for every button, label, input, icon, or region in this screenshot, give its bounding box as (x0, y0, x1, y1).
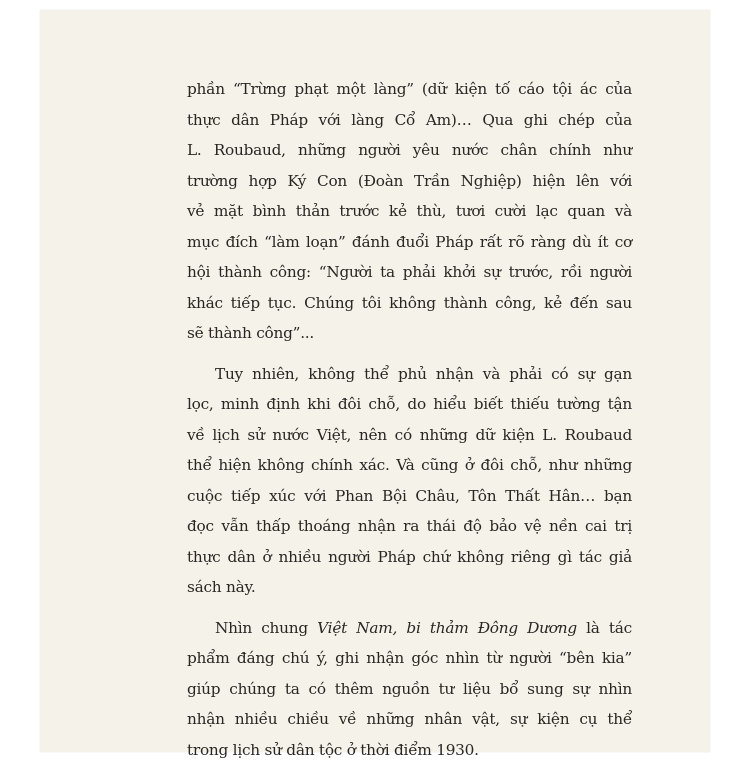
paragraph-3 (187, 613, 632, 765)
text-line: thể hiện không chính xác. Và cũng ở đôi chỗ, như những (187, 450, 632, 481)
text-line: nhận nhiều chiều về những nhân vật, sự kiện cụ thể (187, 704, 632, 735)
text-line: thực dân Pháp với làng Cổ Am)… Qua ghi chép của (187, 105, 632, 136)
text-line: về lịch sử nước Việt, nên có những dữ kiện L. Roubaud (187, 420, 632, 451)
text-line: đọc vẫn thấp thoáng nhận ra thái độ bảo vệ nền cai trị (187, 511, 632, 542)
text-line: Tuy nhiên, không thể phủ nhận và phải có sự gạn (187, 359, 632, 390)
paragraph-2 (187, 359, 632, 603)
text-line: lọc, minh định khi đôi chỗ, do hiểu biết thiếu tường tận (187, 389, 632, 420)
text-fragment: là tác (577, 619, 632, 637)
text-line: sách này. (187, 572, 632, 603)
text-line: mục đích “làm loạn” đánh đuổi Pháp rất rõ ràng dù ít cơ (187, 227, 632, 258)
text-line (187, 613, 632, 644)
paragraph-1 (187, 74, 632, 349)
text-line: L. Roubaud, những người yêu nước chân chính như (187, 135, 632, 166)
text-line: sẽ thành công”... (187, 318, 632, 349)
text-line: thực dân ở nhiều người Pháp chứ không riêng gì tác giả (187, 542, 632, 573)
text-line: cuộc tiếp xúc với Phan Bội Châu, Tôn Thất Hân… bạn (187, 481, 632, 512)
text-fragment: Nhìn chung (215, 619, 317, 637)
book-title: Việt Nam, bi thảm Đông Dương (317, 619, 577, 637)
text-line: khác tiếp tục. Chúng tôi không thành công, kẻ đến sau (187, 288, 632, 319)
text-line: giúp chúng ta có thêm nguồn tư liệu bổ sung sự nhìn (187, 674, 632, 705)
text-line: trong lịch sử dân tộc ở thời điểm 1930. (187, 735, 632, 765)
book-page (40, 10, 710, 752)
text-line: phẩm đáng chú ý, ghi nhận góc nhìn từ người “bên kia” (187, 643, 632, 674)
text-line: hội thành công: “Người ta phải khởi sự trước, rồi người (187, 257, 632, 288)
body-text (187, 74, 632, 765)
text-line: vẻ mặt bình thản trước kẻ thù, tươi cười lạc quan và (187, 196, 632, 227)
text-line: phần “Trừng phạt một làng” (dữ kiện tố cáo tội ác của (187, 74, 632, 105)
text-line: trường hợp Ký Con (Đoàn Trần Nghiệp) hiện lên với (187, 166, 632, 197)
